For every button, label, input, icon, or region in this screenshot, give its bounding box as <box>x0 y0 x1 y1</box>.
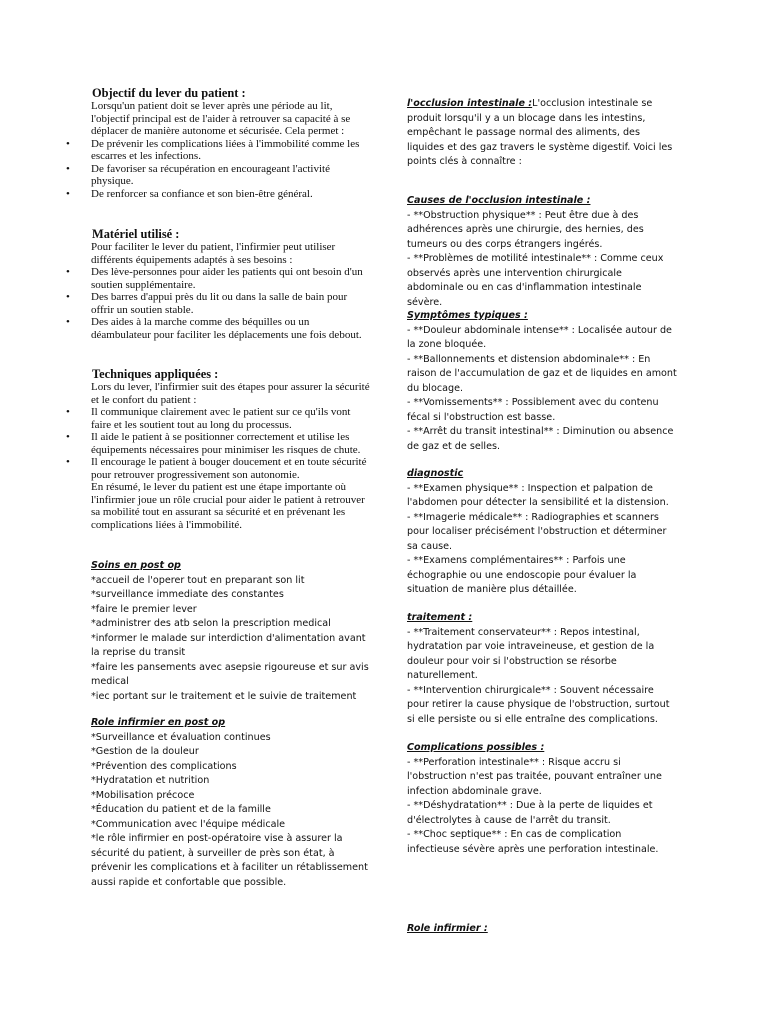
section-intro: Lorsqu'un patient doit se lever après une période au lit, l'objectif principal est de l'aider à retrouver sa capacité à se déplacer de manière autonome et sécurisée. Cela permet : <box>91 100 351 137</box>
list-item: • De renforcer sa confiance et son bien-être général. <box>91 188 371 201</box>
section-causes <box>407 194 677 310</box>
section-title: traitement : <box>407 612 473 623</box>
section-intro: Lors du lever, l'infirmier suit des étapes pour assurer la sécurité et le confort du patient : <box>91 381 370 406</box>
list-item: - **Problèmes de motilité intestinale** : Comme ceux observés après une intervention chirurgicale abdominale ou en cas d'inflammation intestinale sévère. <box>407 253 664 308</box>
section-intro: Pour faciliter le lever du patient, l'infirmier peut utiliser différents équipements adaptés à ses besoins : <box>91 241 336 266</box>
section-materiel <box>91 227 371 341</box>
list-item: *Communication avec l'équipe médicale <box>91 818 286 830</box>
section-title: Techniques appliquées : <box>92 367 219 381</box>
list-item: - **Vomissements** : Possiblement avec du contenu fécal si l'obstruction est basse. <box>407 397 659 423</box>
section-title: Objectif du lever du patient : <box>92 86 246 100</box>
bullet-list <box>91 266 371 341</box>
list-item: - **Examens complémentaires** : Parfois une échographie ou une endoscopie pour évaluer la situation de manière plus détaillée. <box>407 555 637 595</box>
list-item: - **Déshydratation** : Due à la perte de liquides et d'électrolytes à cause de l'arrêt du transit. <box>407 800 653 826</box>
list-item: *Éducation du patient et de la famille <box>91 804 271 815</box>
list-item: - **Intervention chirurgicale** : Souvent nécessaire pour retirer la cause physique de l'obstruction, surtout si elle persiste ou si elle entraîne des complications. <box>407 684 670 725</box>
section-title: Symptômes typiques : <box>407 310 528 321</box>
list-item: *iec portant sur le traitement et le suivie de traitement <box>91 690 357 702</box>
list-item: • Il encourage le patient à bouger doucement et en toute sécurité pour retrouver progressivement son autonomie. <box>91 456 371 481</box>
list-item: - **Choc septique** : En cas de complication infectieuse sévère après une perforation intestinale. <box>407 829 659 855</box>
list-item: *faire les pansements avec asepsie rigoureuse et sur avis medical <box>91 661 369 687</box>
section-occlusion <box>407 97 677 170</box>
section-title: Soins en post op <box>91 560 181 571</box>
section-role-infirmier <box>407 922 677 937</box>
section-title: Role infirmier : <box>407 923 488 934</box>
list-item: *Prévention des complications <box>91 760 237 772</box>
section-title: diagnostic <box>407 468 464 479</box>
section-role-post-op <box>91 716 371 890</box>
section-traitement <box>407 611 677 727</box>
list-item: • Des barres d'appui près du lit ou dans la salle de bain pour offrir un soutien stable. <box>91 291 371 316</box>
section-complications <box>407 741 677 857</box>
section-text: L'occlusion intestinale se produit lorsqu'il y a un blocage dans les intestins, empêchant le passage normal des aliments, des liquides et des gaz travers le système digestif. Voici les points clés à connaître : <box>407 98 673 167</box>
list-item: • Des lève-personnes pour aider les patients qui ont besoin d'un soutien supplémentaire. <box>91 266 371 291</box>
list-item: - **Imagerie médicale** : Radiographies et scanners pour localiser précisément l'obstruction et déterminer sa cause. <box>407 511 667 552</box>
section-title: l'occlusion intestinale : <box>407 98 533 109</box>
list-item: - **Perforation intestinale** : Risque accru si l'obstruction n'est pas traitée, pouvant entraîner une infection abdominale grave. <box>407 756 662 797</box>
list-item: *faire le premier lever <box>91 603 197 615</box>
list-item: - **Douleur abdominale intense** : Localisée autour de la zone bloquée. <box>407 324 672 350</box>
section-title: Complications possibles : <box>407 742 545 753</box>
list-item: - **Examen physique** : Inspection et palpation de l'abdomen pour détecter la sensibilité et la distension. <box>407 482 669 508</box>
list-item: - **Obstruction physique** : Peut être due à des adhérences après une chirurgie, des hernies, des tumeurs ou des corps étrangers ingérés. <box>407 209 644 250</box>
section-symptomes <box>407 309 677 454</box>
list-item: - **Ballonnements et distension abdominale** : En raison de l'accumulation de gaz et de liquides en amont du blocage. <box>407 353 677 394</box>
list-item: *surveillance immediate des constantes <box>91 589 284 600</box>
list-item: *Surveillance et évaluation continues <box>91 731 271 743</box>
bullet-list <box>91 406 371 481</box>
list-item: *Hydratation et nutrition <box>91 775 210 786</box>
section-title: Causes de l'occlusion intestinale : <box>407 195 591 206</box>
section-title: Matériel utilisé : <box>92 227 180 241</box>
list-item: • De favoriser sa récupération en encourageant l'activité physique. <box>91 163 371 188</box>
section-soins-post-op <box>91 559 371 704</box>
section-diagnostic <box>407 467 677 598</box>
bullet-list <box>91 138 371 201</box>
list-item: • Il aide le patient à se positionner correctement et utilise les équipements nécessaires pour minimiser les risques de chute. <box>91 431 371 456</box>
section-techniques <box>91 367 371 531</box>
list-item: - **Traitement conservateur** : Repos intestinal, hydratation par voie intraveineuse, et gestion de la douleur pour voir si l'obstruction se résorbe naturellement. <box>407 626 655 681</box>
list-item: *Mobilisation précoce <box>91 789 195 801</box>
section-title: Role infirmier en post op <box>91 717 226 728</box>
list-item: • Il communique clairement avec le patient sur ce qu'ils vont faire et les soutient tout au long du processus. <box>91 406 371 431</box>
list-item: *accueil de l'operer tout en preparant son lit <box>91 574 305 586</box>
list-item: - **Arrêt du transit intestinal** : Diminution ou absence de gaz et de selles. <box>407 426 674 452</box>
section-conclusion: En résumé, le lever du patient est une étape importante où l'infirmier joue un rôle crucial pour aider le patient à retrouver sa mobilité tout en assurant sa sécurité et en prévenant les complications liées à l'immobilité. <box>91 481 365 531</box>
list-item: *administrer des atb selon la prescription medical <box>91 618 331 629</box>
section-objectif <box>91 86 371 200</box>
list-item: • De prévenir les complications liées à l'immobilité comme les escarres et les infections. <box>91 138 371 163</box>
list-item: *Gestion de la douleur <box>91 746 199 757</box>
list-item: *le rôle infirmier en post-opératoire vise à assurer la sécurité du patient, à surveiller de près son état, à prévenir les complications et à faciliter un rétablissement aussi rapide et confortable que possible. <box>91 833 368 888</box>
list-item: *informer le malade sur interdiction d'alimentation avant la reprise du transit <box>91 632 366 658</box>
list-item: • Des aides à la marche comme des béquilles ou un déambulateur pour faciliter les déplacements une fois debout. <box>91 316 371 341</box>
